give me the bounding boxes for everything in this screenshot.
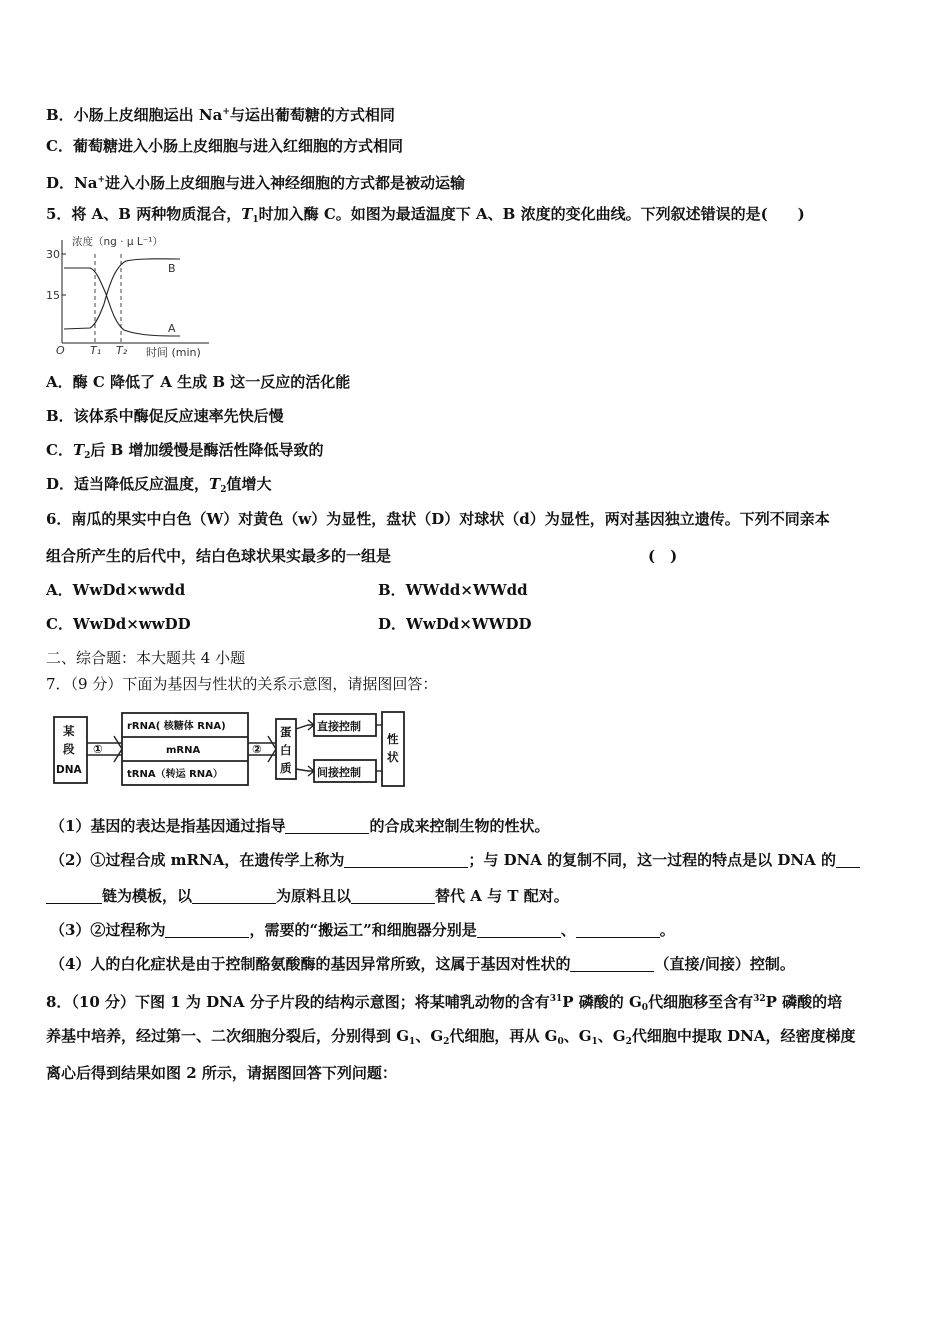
- q6-option-a: A．WwDd×wwdd: [46, 581, 186, 599]
- dna-label-3: DNA: [56, 764, 82, 776]
- trait-box: [382, 712, 404, 786]
- protein-label-2: 白: [280, 743, 292, 757]
- q7-gene-trait-diagram: [52, 709, 412, 791]
- section-heading: 二、综合题：本大题共 4 小题: [46, 649, 246, 667]
- q5-concentration-chart: [44, 232, 214, 362]
- q8-stem-line1: 8．（10 分）下图 1 为 DNA 分子片段的结构示意图；将某哺乳动物的含有$^{31}$P 磷酸的 $G_0$代细胞移至含有$^{32}$P 磷酸的培: [46, 993, 843, 1013]
- protein-label-1: 蛋: [280, 725, 292, 739]
- q6-answer-paren: ( ): [648, 547, 678, 565]
- trait-label-2: 状: [387, 750, 399, 764]
- q6-option-c: C．WwDd×wwDD: [46, 615, 191, 633]
- dna-label-1: 某: [63, 724, 75, 738]
- q7-part2-line1: （2）①过程合成 mRNA，在遗传学上称为 ；与 DNA 的复制不同，这一过程的特点是以 DNA 的: [50, 850, 860, 870]
- y-axis-label: 浓度（ng · μ L⁻¹）: [72, 236, 163, 248]
- q6-option-b: B．WWdd×WWdd: [378, 581, 528, 599]
- y-tick-15: 15: [46, 289, 60, 302]
- origin-label: O: [56, 344, 65, 357]
- dna-label-2: 段: [63, 742, 75, 756]
- curve-a-label: A: [168, 322, 176, 335]
- direct-control-label: 直接控制: [317, 720, 361, 733]
- y-tick-30: 30: [46, 248, 60, 261]
- protein-label-3: 质: [280, 761, 292, 775]
- q5-option-d: D．适当降低反应温度，$T_2$值增大: [46, 475, 272, 495]
- q7-part3: （3）②过程称为 ，需要的“搬运工”和细胞器分别是 、 。: [50, 921, 675, 939]
- curve-b: [64, 259, 180, 329]
- q8-stem-line2: 养基中培养，经过第一、二次细胞分裂后，分别得到 $G_1$、$G_2$代细胞，再从 $G_0$、$G_1$、$G_2$代细胞中提取 DNA，经密度梯度: [46, 1027, 856, 1047]
- q5-option-b: B．该体系中酶促反应速率先快后慢: [46, 407, 284, 425]
- trait-label-1: 性: [387, 732, 399, 746]
- x-axis-label: 时间 (min): [146, 346, 201, 359]
- trna-label: tRNA（转运 RNA）: [127, 769, 223, 780]
- q6-stem-line1: 6．南瓜的果实中白色（W）对黄色（w）为显性，盘状（D）对球状（d）为显性，两对基因独立遗传。下列不同亲本: [46, 510, 830, 528]
- rrna-label: rRNA( 核糖体 RNA): [127, 721, 226, 732]
- q8-stem-line3: 离心后得到结果如图 2 所示，请据图回答下列问题：: [46, 1064, 397, 1082]
- step1-label: ①: [93, 742, 103, 756]
- mrna-label: mRNA: [166, 745, 201, 756]
- curve-a: [64, 268, 180, 336]
- q4-option-b: B．小肠上皮细胞运出 Na+与运出葡萄糖的方式相同: [46, 106, 395, 124]
- q5-option-a: A．酶 C 降低了 A 生成 B 这一反应的活化能: [46, 373, 351, 391]
- t1-label: T₁: [90, 344, 102, 357]
- t2-label: T₂: [116, 344, 128, 357]
- q5-stem: 5．将 A、B 两种物质混合，$T_1$时加入酶 C。如图为最适温度下 A、B 浓度的变化曲线。下列叙述错误的是( ): [46, 205, 805, 225]
- curve-b-label: B: [168, 262, 176, 275]
- chart-axes: [62, 240, 209, 343]
- step2-label: ②: [252, 742, 262, 756]
- q7-stem: 7．（9 分）下面为基因与性状的关系示意图，请据图回答：: [46, 675, 438, 693]
- chart-ticks: [62, 254, 66, 295]
- q7-part4: （4）人的白化症状是由于控制酪氨酸酶的基因异常所致，这属于基因对性状的 （直接/间接）控制。: [50, 955, 795, 973]
- q7-part1: （1）基因的表达是指基因通过指导 的合成来控制生物的性状。: [50, 817, 550, 835]
- q4-option-c: C．葡萄糖进入小肠上皮细胞与进入红细胞的方式相同: [46, 137, 403, 155]
- q6-option-d: D．WwDd×WWDD: [378, 615, 532, 633]
- q5-option-c: C．$T_2$后 B 增加缓慢是酶活性降低导致的: [46, 441, 324, 461]
- q6-stem-line2: 组合所产生的后代中，结白色球状果实最多的一组是: [46, 547, 392, 565]
- q7-part2-line2: 链为模板，以 为原料且以 替代 A 与 T 配对。: [46, 886, 569, 906]
- indirect-control-label: 间接控制: [317, 766, 361, 779]
- q4-option-d: D．Na+进入小肠上皮细胞与进入神经细胞的方式都是被动运输: [46, 174, 466, 192]
